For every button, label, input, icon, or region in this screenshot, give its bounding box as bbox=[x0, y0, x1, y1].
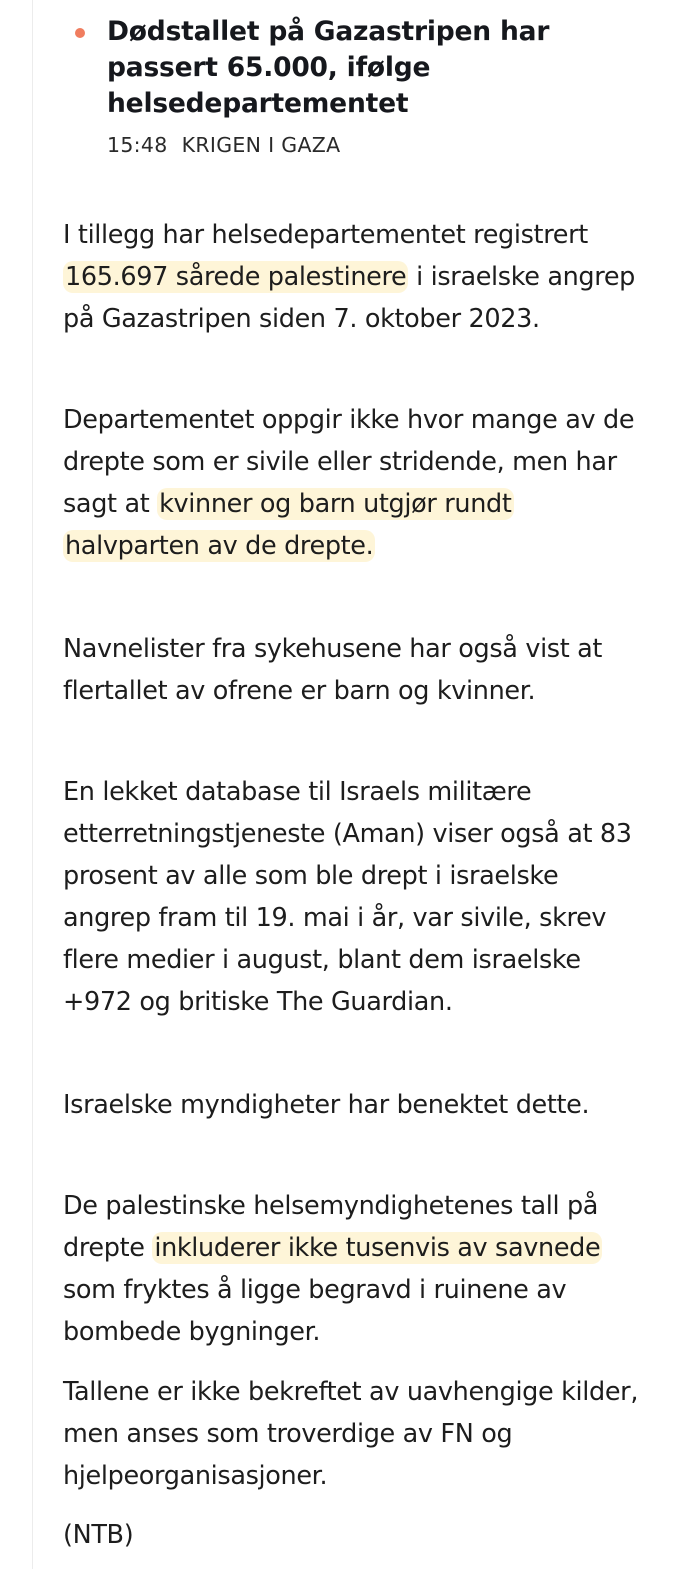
text-segment: Departementet oppgir ikke hvor mange av de drepte som er sivile eller stridende, men har sagt at bbox=[63, 405, 635, 519]
paragraph-civilians bbox=[63, 399, 643, 567]
article-headline[interactable]: Dødstallet på Gazastripen har passert 65.000, ifølge helsedepartementet bbox=[107, 16, 550, 119]
paragraph-leaked-database: En lekket database til Israels militære etterretningstjeneste (Aman) viser også at 83 prosent av alle som ble drept i israelske angrep fram til 19. mai i år, var sivile, skrev flere medier i august, blant dem israelske +972 og britiske The Guardian. bbox=[63, 777, 632, 1017]
paragraph-wounded bbox=[63, 214, 643, 340]
paragraph-verification: Tallene er ikke bekreftet av uavhengige kilder, men anses som troverdige av FN og hjelpeorganisasjoner. bbox=[63, 1377, 639, 1491]
live-bullet-icon bbox=[75, 28, 85, 38]
highlighted-text: 165.697 sårede palestinere bbox=[65, 262, 407, 292]
source-credit: (NTB) bbox=[63, 1520, 134, 1550]
topic-tag[interactable]: KRIGEN I GAZA bbox=[181, 133, 341, 157]
timestamp: 15:48 bbox=[107, 133, 168, 157]
paragraph-name-lists: Navnelister fra sykehusene har også vist at flertallet av ofrene er barn og kvinner. bbox=[63, 634, 603, 706]
highlighted-text: inkluderer ikke tusenvis av savnede bbox=[154, 1233, 601, 1263]
text-segment: som fryktes å ligge begravd i ruinene av bombede bygninger. bbox=[63, 1275, 567, 1347]
text-segment: I tillegg har helsedepartementet registrert bbox=[63, 220, 588, 250]
article-meta bbox=[107, 131, 340, 159]
paragraph-denial: Israelske myndigheter har benektet dette. bbox=[63, 1090, 590, 1120]
timeline-line bbox=[32, 0, 33, 1569]
paragraph-missing bbox=[63, 1185, 643, 1353]
text-segment: De palestinske helsemyndighetenes tall på drepte bbox=[63, 1191, 599, 1263]
text-segment: i israelske angrep på Gazastripen siden 7. oktober 2023. bbox=[63, 262, 636, 334]
highlighted-text: kvinner og barn utgjør rundt halvparten av de drepte. bbox=[65, 489, 512, 561]
